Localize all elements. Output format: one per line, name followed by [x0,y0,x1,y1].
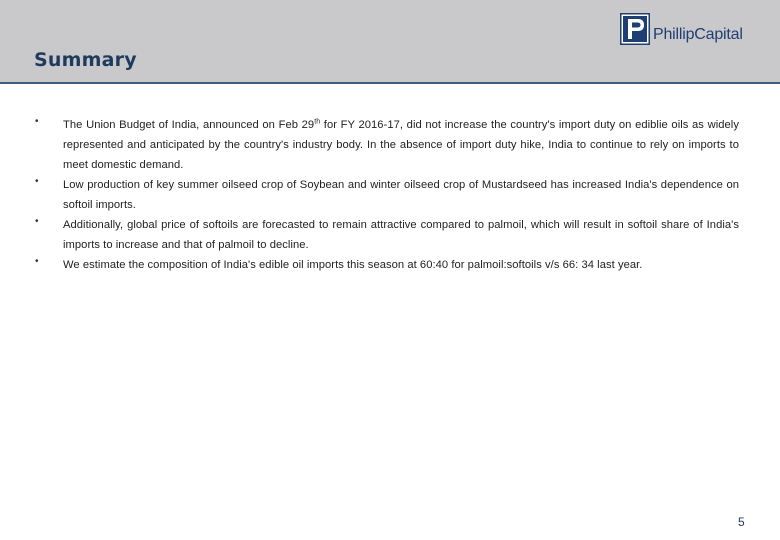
bullet-text: Additionally, global price of softoils are forecasted to remain attractive compared to palmoil, which will result in softoil share of India's imports to increase and that of palmoil to decline. [63,219,739,251]
bullet-icon: • [35,256,39,267]
bullet-icon: • [35,176,39,187]
phillip-p-logo-icon [620,13,650,45]
bullet-icon: • [35,116,39,127]
bullet-text: We estimate the composition of India's edible oil imports this season at 60:40 for palmoil:softoils v/s 66: 34 last year. [63,259,643,271]
list-item [0,255,780,275]
bullet-icon: • [35,216,39,227]
phillipcapital-logo [620,11,743,45]
list-item [0,175,780,215]
list-item [0,115,780,175]
page-number: 5 [738,515,745,529]
brand-name: PhillipCapital [653,26,743,43]
header-divider [0,82,780,84]
page-title: Summary [34,49,137,71]
list-item [0,215,780,255]
bullet-text: Low production of key summer oilseed crop of Soybean and winter oilseed crop of Mustardseed has increased India's dependence on softoil imports. [63,179,739,211]
summary-bullet-list [0,115,780,275]
bullet-text: The Union Budget of India, announced on Feb 29th for FY 2016-17, did not increase the country's import duty on ediblie oils as widely represented and anticipated by the country's industry body. In the absence of import duty hike, India to continue to rely on imports to meet domestic demand. [63,118,739,171]
